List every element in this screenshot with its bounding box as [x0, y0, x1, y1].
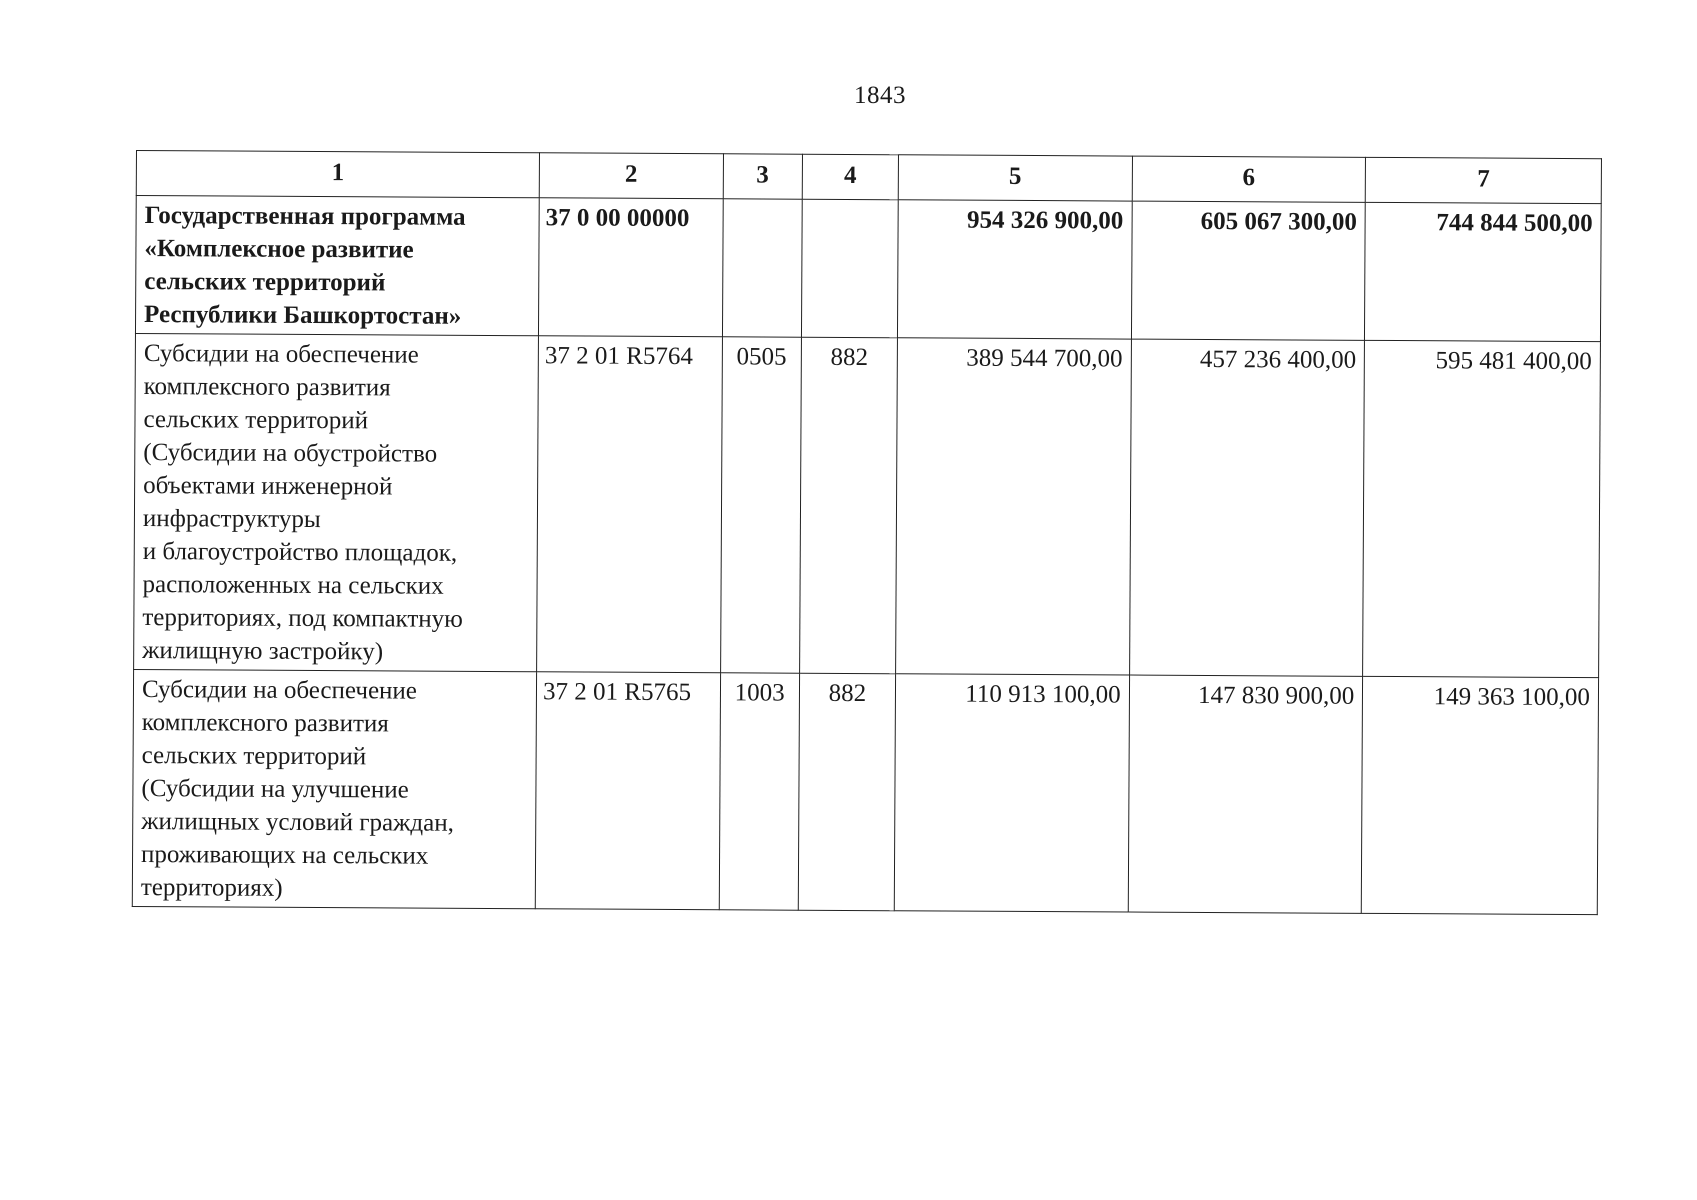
column-header-3: 3	[723, 154, 802, 199]
subsidy-housing-value-7-cell: 149 363 100,00	[1362, 676, 1599, 914]
program-value-5-cell: 954 326 900,00	[898, 200, 1132, 339]
program-code-cell: 37 0 00 00000	[539, 198, 723, 337]
subsidy-housing-type-cell: 882	[798, 673, 896, 911]
column-header-7: 7	[1366, 157, 1602, 203]
table-row-subsidy-infrastructure	[134, 333, 1601, 677]
program-type-cell	[801, 199, 898, 338]
program-section-cell	[722, 199, 802, 337]
column-header-6: 6	[1132, 156, 1366, 202]
subsidy-housing-value-6-cell: 147 830 900,00	[1128, 675, 1363, 913]
subsidy-infrastructure-code-cell: 37 2 01 R5764	[537, 336, 722, 673]
table-header-row	[136, 151, 1601, 204]
subsidy-housing-section-cell: 1003	[719, 673, 800, 910]
program-name-cell: Государственная программа «Комплексное развитие сельских территорий Республики Башкортостан»	[135, 196, 539, 336]
subsidy-infrastructure-value-6-cell: 457 236 400,00	[1129, 339, 1364, 676]
table-row-subsidy-housing	[132, 669, 1598, 914]
subsidy-housing-name-cell: Субсидии на обеспечение комплексного развития сельских территорий (Субсидии на улучшение жилищных условий граждан, проживающих на сельских территориях)	[132, 669, 536, 908]
subsidy-housing-value-5-cell: 110 913 100,00	[894, 674, 1129, 912]
subsidy-infrastructure-value-5-cell: 389 544 700,00	[896, 338, 1131, 675]
subsidy-infrastructure-name-cell: Субсидии на обеспечение комплексного развития сельских территорий (Субсидии на обустройство объектами инженерной инфраструктуры и благоустройство площадок, расположенных на сельских территориях, под компактную жилищную застройку)	[134, 333, 539, 671]
program-value-6-cell: 605 067 300,00	[1131, 201, 1365, 340]
subsidy-infrastructure-section-cell: 0505	[720, 337, 801, 673]
table-row-program	[135, 196, 1601, 342]
budget-table	[132, 150, 1602, 915]
page-number: 1843	[854, 82, 906, 109]
column-header-2: 2	[539, 153, 723, 199]
program-value-7-cell: 744 844 500,00	[1365, 202, 1601, 341]
subsidy-housing-code-cell: 37 2 01 R5765	[535, 672, 720, 910]
subsidy-infrastructure-type-cell: 882	[799, 337, 897, 674]
column-header-4: 4	[802, 154, 898, 200]
column-header-5: 5	[898, 155, 1132, 201]
subsidy-infrastructure-value-7-cell: 595 481 400,00	[1363, 340, 1601, 677]
column-header-1: 1	[136, 151, 539, 198]
